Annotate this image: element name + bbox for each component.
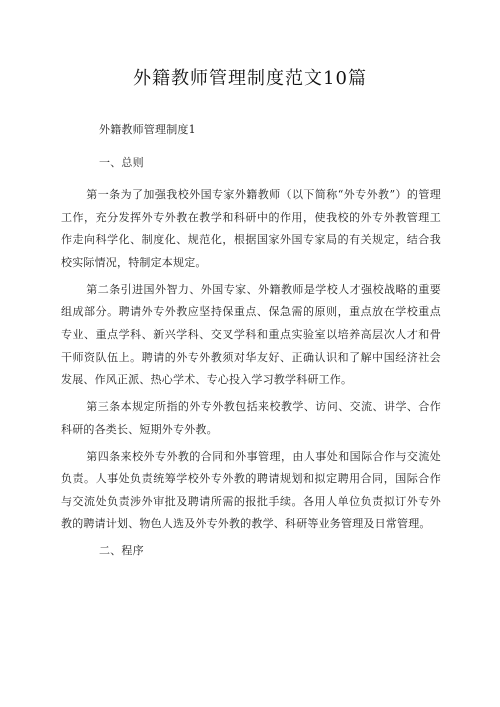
- section-heading-procedure: 二、程序: [99, 544, 144, 558]
- section-heading-general: 一、总则: [99, 155, 144, 169]
- paragraph-article-1: 第一条为了加强我校外国专家外籍教师（以下简称“外专外教”）的管理工作，充分发挥外专外教在教学和科研中的作用，使我校的外专外教管理工作走向科学化、制度化、规范化，根据国家外国专家局的有关规定，结合我校实际情况，特制定本规定。: [61, 188, 441, 269]
- document-subtitle: 外籍教师管理制度1: [99, 123, 196, 136]
- paragraph-article-2: 第二条引进国外智力、外国专家、外籍教师是学校人才强校战略的重要组成部分。聘请外专外教应坚持保重点、保急需的原则，重点放在学校重点专业、重点学科、新兴学科、交叉学科和重点实验室以培养高层次人才和骨干师资队伍上。聘请的外专外教须对华友好、正确认识和了解中国经济社会发展、作风正派、热心学术、专心投入学习教学科研工作。: [61, 282, 441, 387]
- paragraph-article-4: 第四条来校外专外教的合同和外事管理，由人事处和国际合作与交流处负责。人事处负责统筹学校外专外教的聘请规划和拟定聘用合同，国际合作与交流处负责涉外审批及聘请所需的报批手续。各用人单位负责拟订外专外教的聘请计划、物色人选及外专外教的教学、科研等业务管理及日常管理。: [61, 449, 441, 531]
- document-title: 外籍教师管理制度范文10篇: [133, 68, 367, 89]
- document-body: [61, 119, 441, 573]
- paragraph-article-3: 第三条本规定所指的外专外教包括来校教学、访问、交流、讲学、合作科研的各类长、短期外专外教。: [61, 400, 441, 436]
